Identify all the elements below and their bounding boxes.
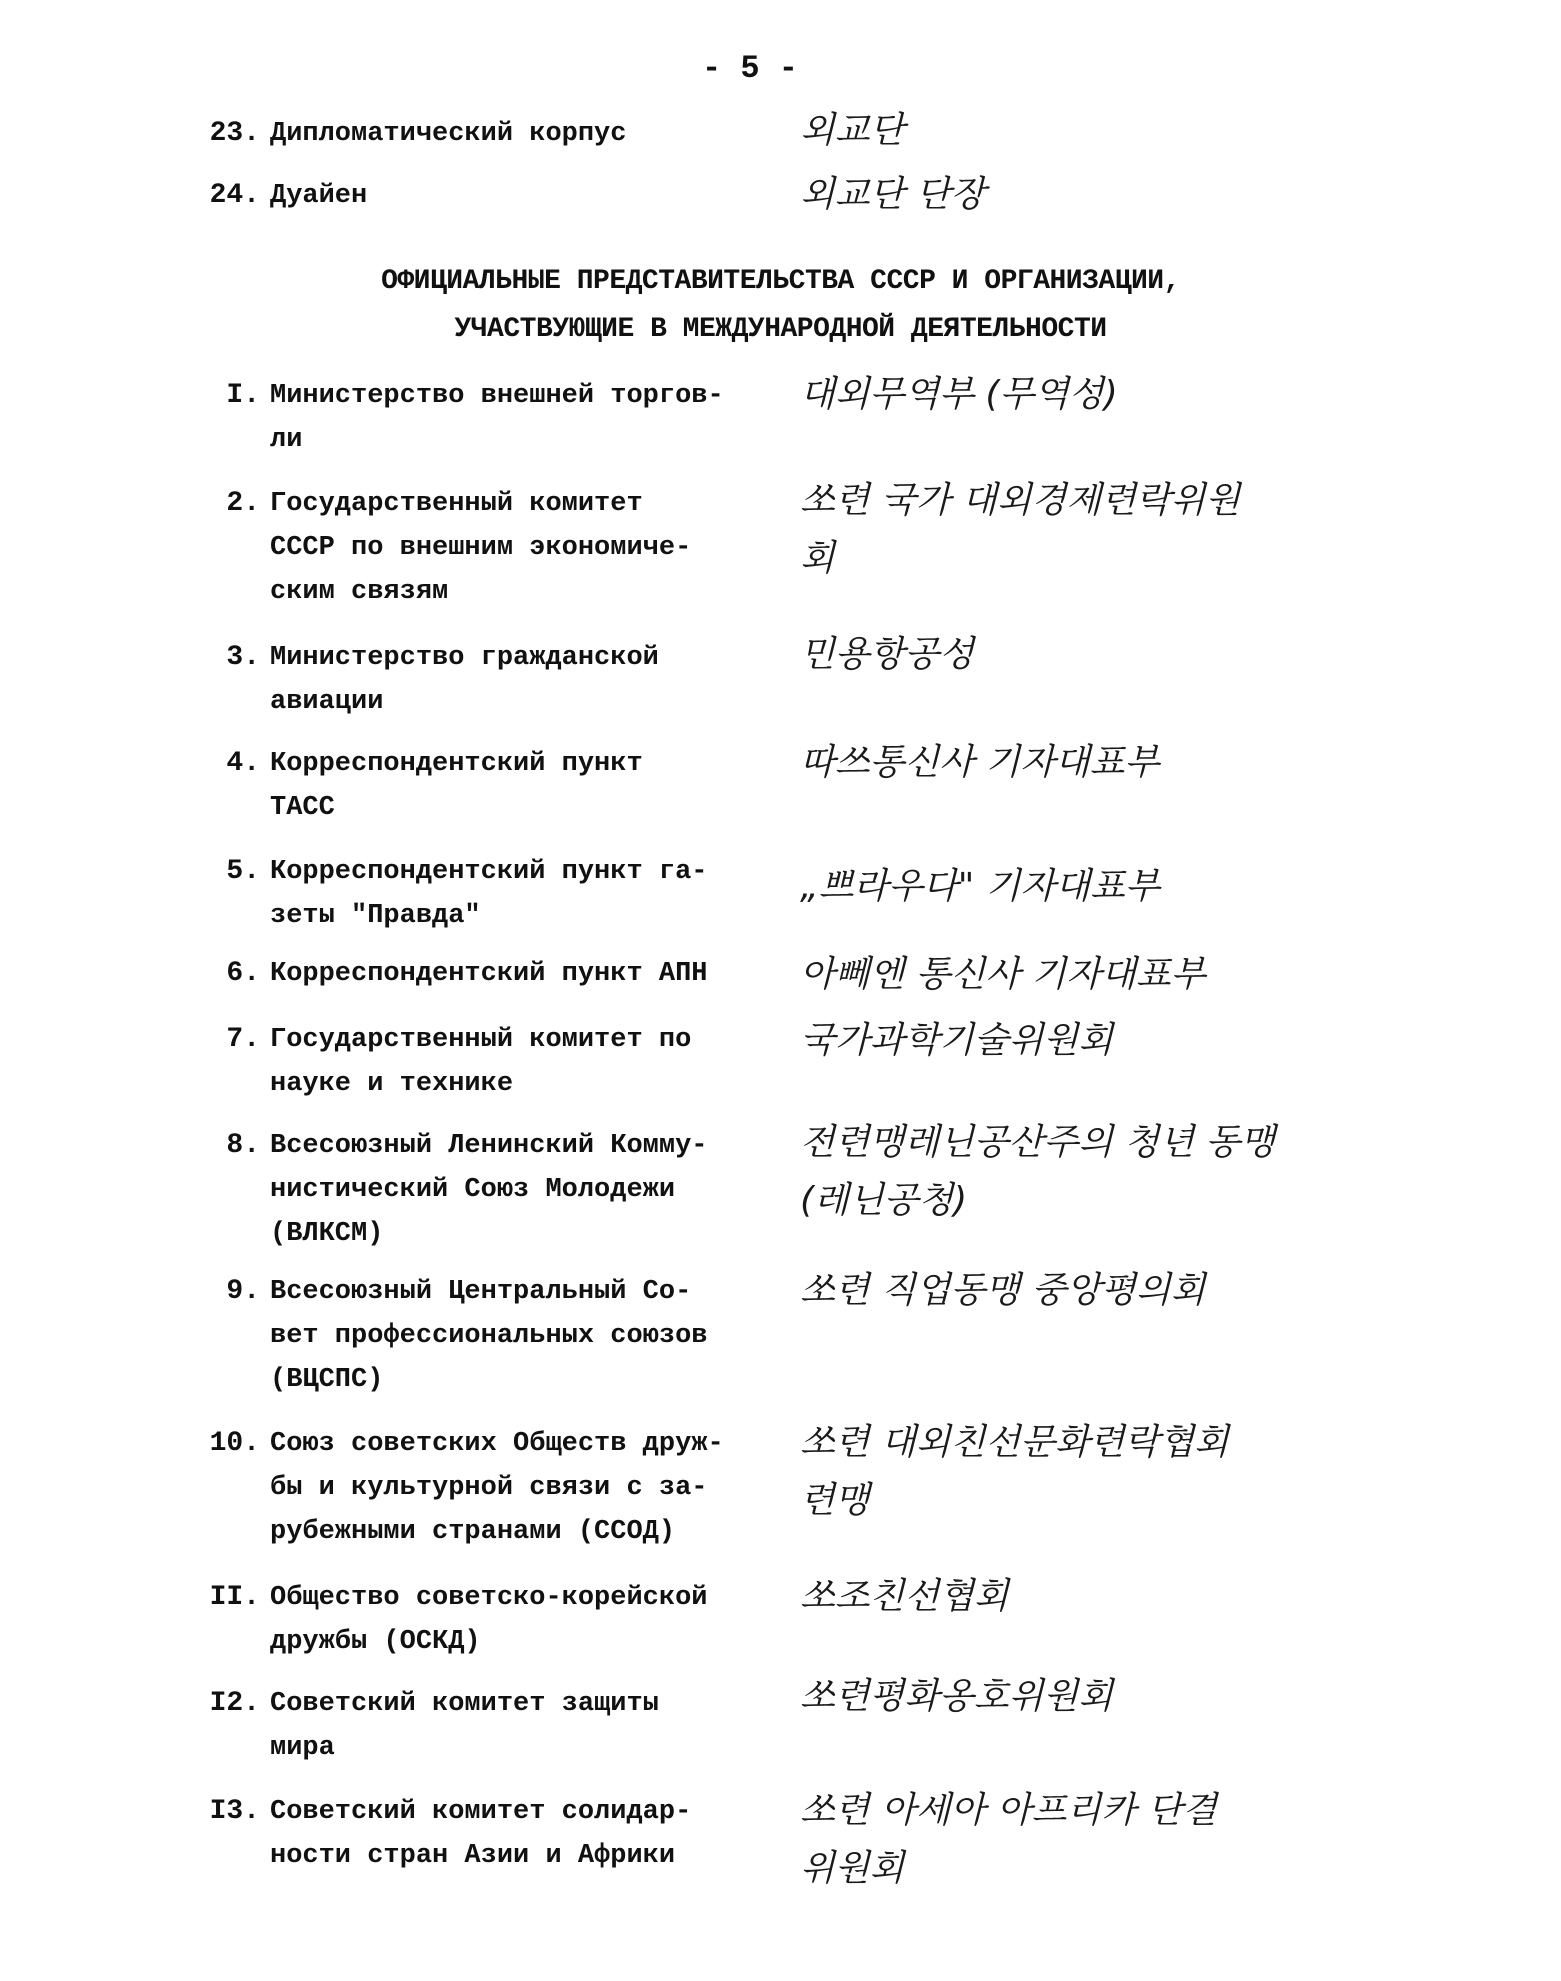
entry-russian: Государственный комитет по науке и технике <box>270 1025 692 1099</box>
entry-number: 9. <box>226 1276 260 1307</box>
entry-russian: Государственный комитет СССР по внешним экономиче- ским связям <box>270 489 692 607</box>
entry-russian: Дуайен <box>270 181 368 211</box>
entry-korean: „쁘라우다" 기자대표부 <box>800 866 1160 907</box>
entry-number: 7. <box>226 1024 260 1055</box>
entry-russian: Дипломатический корпус <box>270 119 627 149</box>
entry-number: 3. <box>226 642 260 673</box>
entry-number: 4. <box>226 748 260 779</box>
entry-korean: 따쓰통신사 기자대표부 <box>800 742 1160 783</box>
entry-korean: 국가과학기술위원회 <box>800 1020 1113 1061</box>
entry-russian: Корреспондентский пункт ТАСС <box>270 749 643 823</box>
entry-russian: Союз советских Обществ друж- бы и культурной связи с за- рубежными странами (ССОД) <box>270 1429 724 1547</box>
entry-korean: 쏘련 국가 대외경제련락위원 회 <box>800 480 1241 579</box>
entry-korean: 쏘련평화옹호위원회 <box>800 1676 1113 1717</box>
entry-number: I3. <box>209 1796 260 1827</box>
entry-number: 2. <box>226 488 260 519</box>
entry-korean: 쏘련 대외친선문화련락협회 련맹 <box>800 1422 1229 1521</box>
entry-korean: 대외무역부 (무역성) <box>800 374 1118 415</box>
page-number: - 5 - <box>701 50 798 87</box>
entry-korean: 외교단 <box>800 110 905 151</box>
entry-russian: Всесоюзный Центральный Со- вет профессиональных союзов (ВЦСПС) <box>270 1277 708 1395</box>
entry-number: II. <box>209 1582 260 1613</box>
entry-korean: 쏘조친선협회 <box>800 1576 1009 1617</box>
section-heading: ОФИЦИАЛЬНЫЕ ПРЕДСТАВИТЕЛЬСТВА СССР И ОРГАНИЗАЦИИ, УЧАСТВУЮЩИЕ В МЕЖДУНАРОДНОЙ ДЕЯТЕЛЬНОСТИ <box>381 266 1180 345</box>
entry-russian: Корреспондентский пункт АПН <box>270 959 708 989</box>
entry-korean: 전련맹레닌공산주의 청년 동맹 (레닌공청) <box>800 1122 1275 1221</box>
entry-russian: Общество советско-корейской дружбы (ОСКД) <box>270 1583 708 1657</box>
entry-russian: Советский комитет солидар- ности стран Азии и Африки <box>270 1797 692 1871</box>
entry-korean: 쏘련 아세아 아프리카 단결 위원회 <box>800 1790 1217 1889</box>
entry-russian: Корреспондентский пункт га- зеты "Правда" <box>270 857 708 931</box>
entry-russian: Всесоюзный Ленинский Комму- нистический Союз Молодежи (ВЛКСМ) <box>270 1131 708 1249</box>
entry-russian: Советский комитет защиты мира <box>270 1689 659 1763</box>
entry-korean: 민용항공성 <box>800 634 974 675</box>
entry-number: 24. <box>209 180 260 211</box>
entry-number: 6. <box>226 958 260 989</box>
entry-korean: 외교단 단장 <box>800 174 986 215</box>
entry-korean: 쏘련 직업동맹 중앙평의회 <box>800 1270 1206 1311</box>
entry-number: 8. <box>226 1130 260 1161</box>
entry-number: 23. <box>209 118 260 149</box>
entry-number: I2. <box>209 1688 260 1719</box>
entry-number: 5. <box>226 856 260 887</box>
entry-number: I. <box>226 380 260 411</box>
entry-korean: 아뻬엔 통신사 기자대표부 <box>800 954 1206 995</box>
entry-russian: Министерство гражданской авиации <box>270 643 659 717</box>
entry-number: 10. <box>209 1428 260 1459</box>
entry-russian: Министерство внешней торгов- ли <box>270 381 724 455</box>
